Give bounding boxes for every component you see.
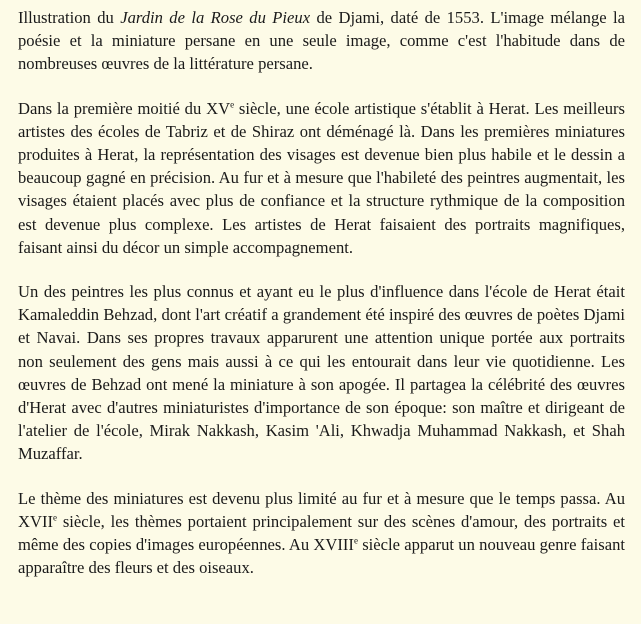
paragraph-4-text-end: siècle apparut un nouveau genre faisant apparaître des fleurs et des oiseaux. — [18, 535, 625, 578]
paragraph-3 — [18, 280, 625, 466]
paragraph-2-text-start: Dans la première moitié du XV — [18, 98, 231, 118]
century-superscript: e — [353, 535, 358, 546]
book-title: Jardin de la Rose du Pieux — [120, 8, 311, 27]
century-superscript: e — [230, 99, 235, 110]
paragraph-4-text-start: Le thème des miniatures est devenu plus limité au fur et à mesure que le temps passa. Au XVII — [18, 488, 625, 531]
paragraph-3-text: Un des peintres les plus connus et ayant eu le plus d'influence dans l'école de Herat était Kamaleddin Behzad, dont l'art créatif a grandement été inspiré des œuvres de poètes Djami et Navai. Dans ses propres travaux apparurent une attention unique portée aux portraits non seulement des gens mais aussi à ce qui les entourait dans leur vie quotidienne. Les œuvres de Behzad ont mené la miniature à son apogée. Il partagea la célébrité des œuvres d'Herat avec d'autres miniaturistes d'importance de son époque: son maître et dirigeant de l'atelier de l'école, Mirak Nakkash, Kasim 'Ali, Khwadja Muhammad Nakkash, et Shah Muzaffar. — [18, 282, 625, 464]
paragraph-4-text-middle: siècle, les thèmes portaient principalement sur des scènes d'amour, des portraits et même des copies d'images européennes. Au XVIII — [18, 511, 625, 555]
paragraph-1-text-start: Illustration du — [18, 8, 121, 27]
paragraph-1-text-end: de Djami, daté de 1553. L'image mélange la poésie et la miniature persane en une seule image, comme c'est l'habitude dans de nombreuses œuvres de la littérature persane. — [18, 8, 625, 74]
century-superscript: e — [53, 512, 58, 523]
paragraph-2 — [18, 97, 625, 259]
paragraph-1 — [18, 6, 625, 76]
paragraph-4 — [18, 487, 625, 580]
paragraph-2-text-end: siècle, une école artistique s'établit à Herat. Les meilleurs artistes des écoles de Tabriz et de Shiraz ont déménagé là. Dans les premières miniatures produites à Herat, la représentation des visages est devenue bien plus habile et le dessin a beaucoup gagné en précision. Au fur et à mesure que l'habileté des peintres augmentait, les visages étaient placés avec plus de confiance et la structure rythmique de la composition est devenue plus complexe. Les artistes de Herat faisaient des portraits magnifiques, faisant ainsi du décor un simple accompagnement. — [18, 98, 625, 257]
